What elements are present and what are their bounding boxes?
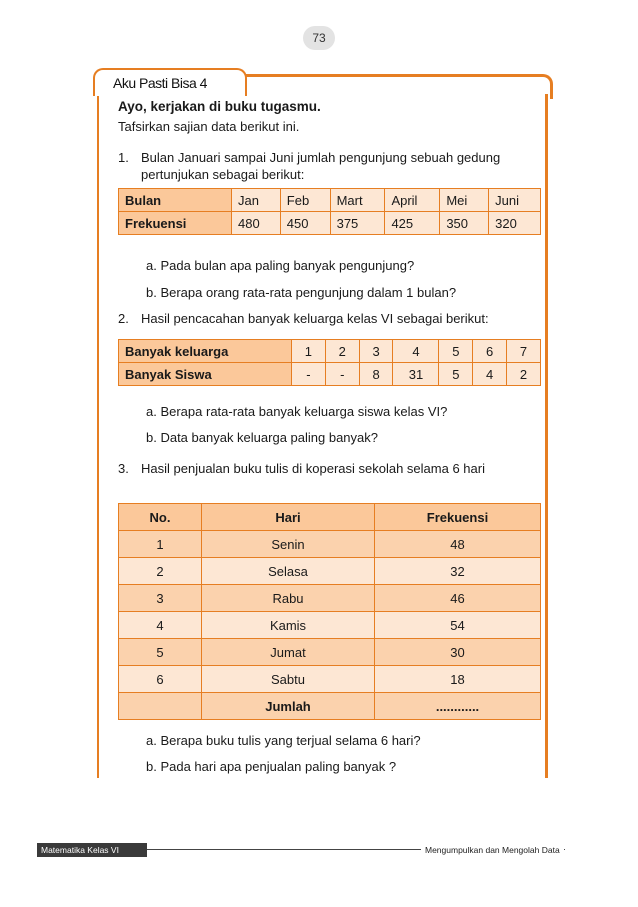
table-cell: 2 xyxy=(507,363,541,386)
table-row xyxy=(119,340,541,363)
table-cell: 4 xyxy=(119,612,202,639)
table-cell: 54 xyxy=(375,612,541,639)
table-row xyxy=(119,189,541,212)
intro-heading: Ayo, kerjakan di buku tugasmu. xyxy=(118,99,321,114)
q3-part-a: a. Berapa buku tulis yang terjual selama 6 hari? xyxy=(146,733,421,748)
table-cell: Mart xyxy=(330,189,385,212)
table-cell: 4 xyxy=(473,363,507,386)
table-cell: 450 xyxy=(280,212,330,235)
table-row xyxy=(119,531,541,558)
table-header: No. xyxy=(119,504,202,531)
table-cell: 3 xyxy=(359,340,393,363)
table-header-row xyxy=(119,504,541,531)
footer-chapter-title: Mengumpulkan dan Mengolah Data xyxy=(421,843,564,857)
table-cell: 5 xyxy=(439,340,473,363)
table-cell: Kamis xyxy=(202,612,375,639)
table-row xyxy=(119,585,541,612)
table-cell: 6 xyxy=(473,340,507,363)
table-cell: - xyxy=(292,363,326,386)
table-cell: 46 xyxy=(375,585,541,612)
table-cell: Juni xyxy=(489,189,541,212)
q2-part-b: b. Data banyak keluarga paling banyak? xyxy=(146,430,378,445)
footer-book-title: Matematika Kelas VI xyxy=(37,843,147,857)
q3-part-b: b. Pada hari apa penjualan paling banyak ? xyxy=(146,759,397,774)
table-cell: 350 xyxy=(440,212,489,235)
table-cell: 3 xyxy=(119,585,202,612)
page-number: 73 xyxy=(303,26,335,50)
q2-part-a: a. Berapa rata-rata banyak keluarga siswa kelas VI? xyxy=(146,404,448,419)
table-cell: - xyxy=(325,363,359,386)
table-cell: Banyak keluarga xyxy=(119,340,292,363)
table-row xyxy=(119,212,541,235)
table-header: Hari xyxy=(202,504,375,531)
table-cell: Senin xyxy=(202,531,375,558)
table-cell: 2 xyxy=(119,558,202,585)
section-tab-label: Aku Pasti Bisa 4 xyxy=(113,75,207,91)
table-cell: Jan xyxy=(232,189,281,212)
table-cell: Jumat xyxy=(202,639,375,666)
q1-part-a: a. Pada bulan apa paling banyak pengunjung? xyxy=(146,258,415,273)
section-tab xyxy=(93,68,247,96)
visitors-table xyxy=(118,188,541,235)
table-cell: Frekuensi xyxy=(119,212,232,235)
table-cell: Rabu xyxy=(202,585,375,612)
table-header: Frekuensi xyxy=(375,504,541,531)
table-cell: 18 xyxy=(375,666,541,693)
family-table xyxy=(118,339,541,386)
q2-text: Hasil pencacahan banyak keluarga kelas VI sebagai berikut: xyxy=(141,311,489,326)
table-row xyxy=(119,612,541,639)
intro-instruction: Tafsirkan sajian data berikut ini. xyxy=(118,119,300,134)
table-cell: 480 xyxy=(232,212,281,235)
q1-text-line1: Bulan Januari sampai Juni jumlah pengunjung sebuah gedung xyxy=(141,150,501,165)
total-value: ............ xyxy=(375,693,541,720)
table-cell: 2 xyxy=(325,340,359,363)
table-cell: 30 xyxy=(375,639,541,666)
table-cell: 31 xyxy=(393,363,439,386)
table-cell: 5 xyxy=(119,639,202,666)
table-cell: Mei xyxy=(440,189,489,212)
table-cell: 1 xyxy=(292,340,326,363)
table-row xyxy=(119,363,541,386)
table-cell: April xyxy=(385,189,440,212)
q2-number: 2. xyxy=(118,311,129,326)
table-cell: 8 xyxy=(359,363,393,386)
exercise-frame-right xyxy=(545,94,548,778)
q3-text: Hasil penjualan buku tulis di koperasi sekolah selama 6 hari xyxy=(141,461,485,476)
q1-part-b: b. Berapa orang rata-rata pengunjung dalam 1 bulan? xyxy=(146,285,457,300)
q1-number: 1. xyxy=(118,150,129,165)
table-cell: 375 xyxy=(330,212,385,235)
table-cell: 48 xyxy=(375,531,541,558)
table-cell: 5 xyxy=(439,363,473,386)
exercise-frame-left xyxy=(97,95,99,778)
table-cell: 7 xyxy=(507,340,541,363)
table-cell: 4 xyxy=(393,340,439,363)
table-row xyxy=(119,639,541,666)
table-cell: Selasa xyxy=(202,558,375,585)
table-cell: 32 xyxy=(375,558,541,585)
sales-table xyxy=(118,503,541,720)
table-cell: 1 xyxy=(119,531,202,558)
table-cell: 425 xyxy=(385,212,440,235)
table-cell: Sabtu xyxy=(202,666,375,693)
table-cell: 320 xyxy=(489,212,541,235)
table-cell-empty xyxy=(119,693,202,720)
table-row xyxy=(119,666,541,693)
q1-text-line2: pertunjukan sebagai berikut: xyxy=(141,167,305,182)
table-cell: Banyak Siswa xyxy=(119,363,292,386)
table-cell: Bulan xyxy=(119,189,232,212)
table-cell: 6 xyxy=(119,666,202,693)
table-row xyxy=(119,558,541,585)
total-label: Jumlah xyxy=(202,693,375,720)
q3-number: 3. xyxy=(118,461,129,476)
table-cell: Feb xyxy=(280,189,330,212)
table-total-row xyxy=(119,693,541,720)
